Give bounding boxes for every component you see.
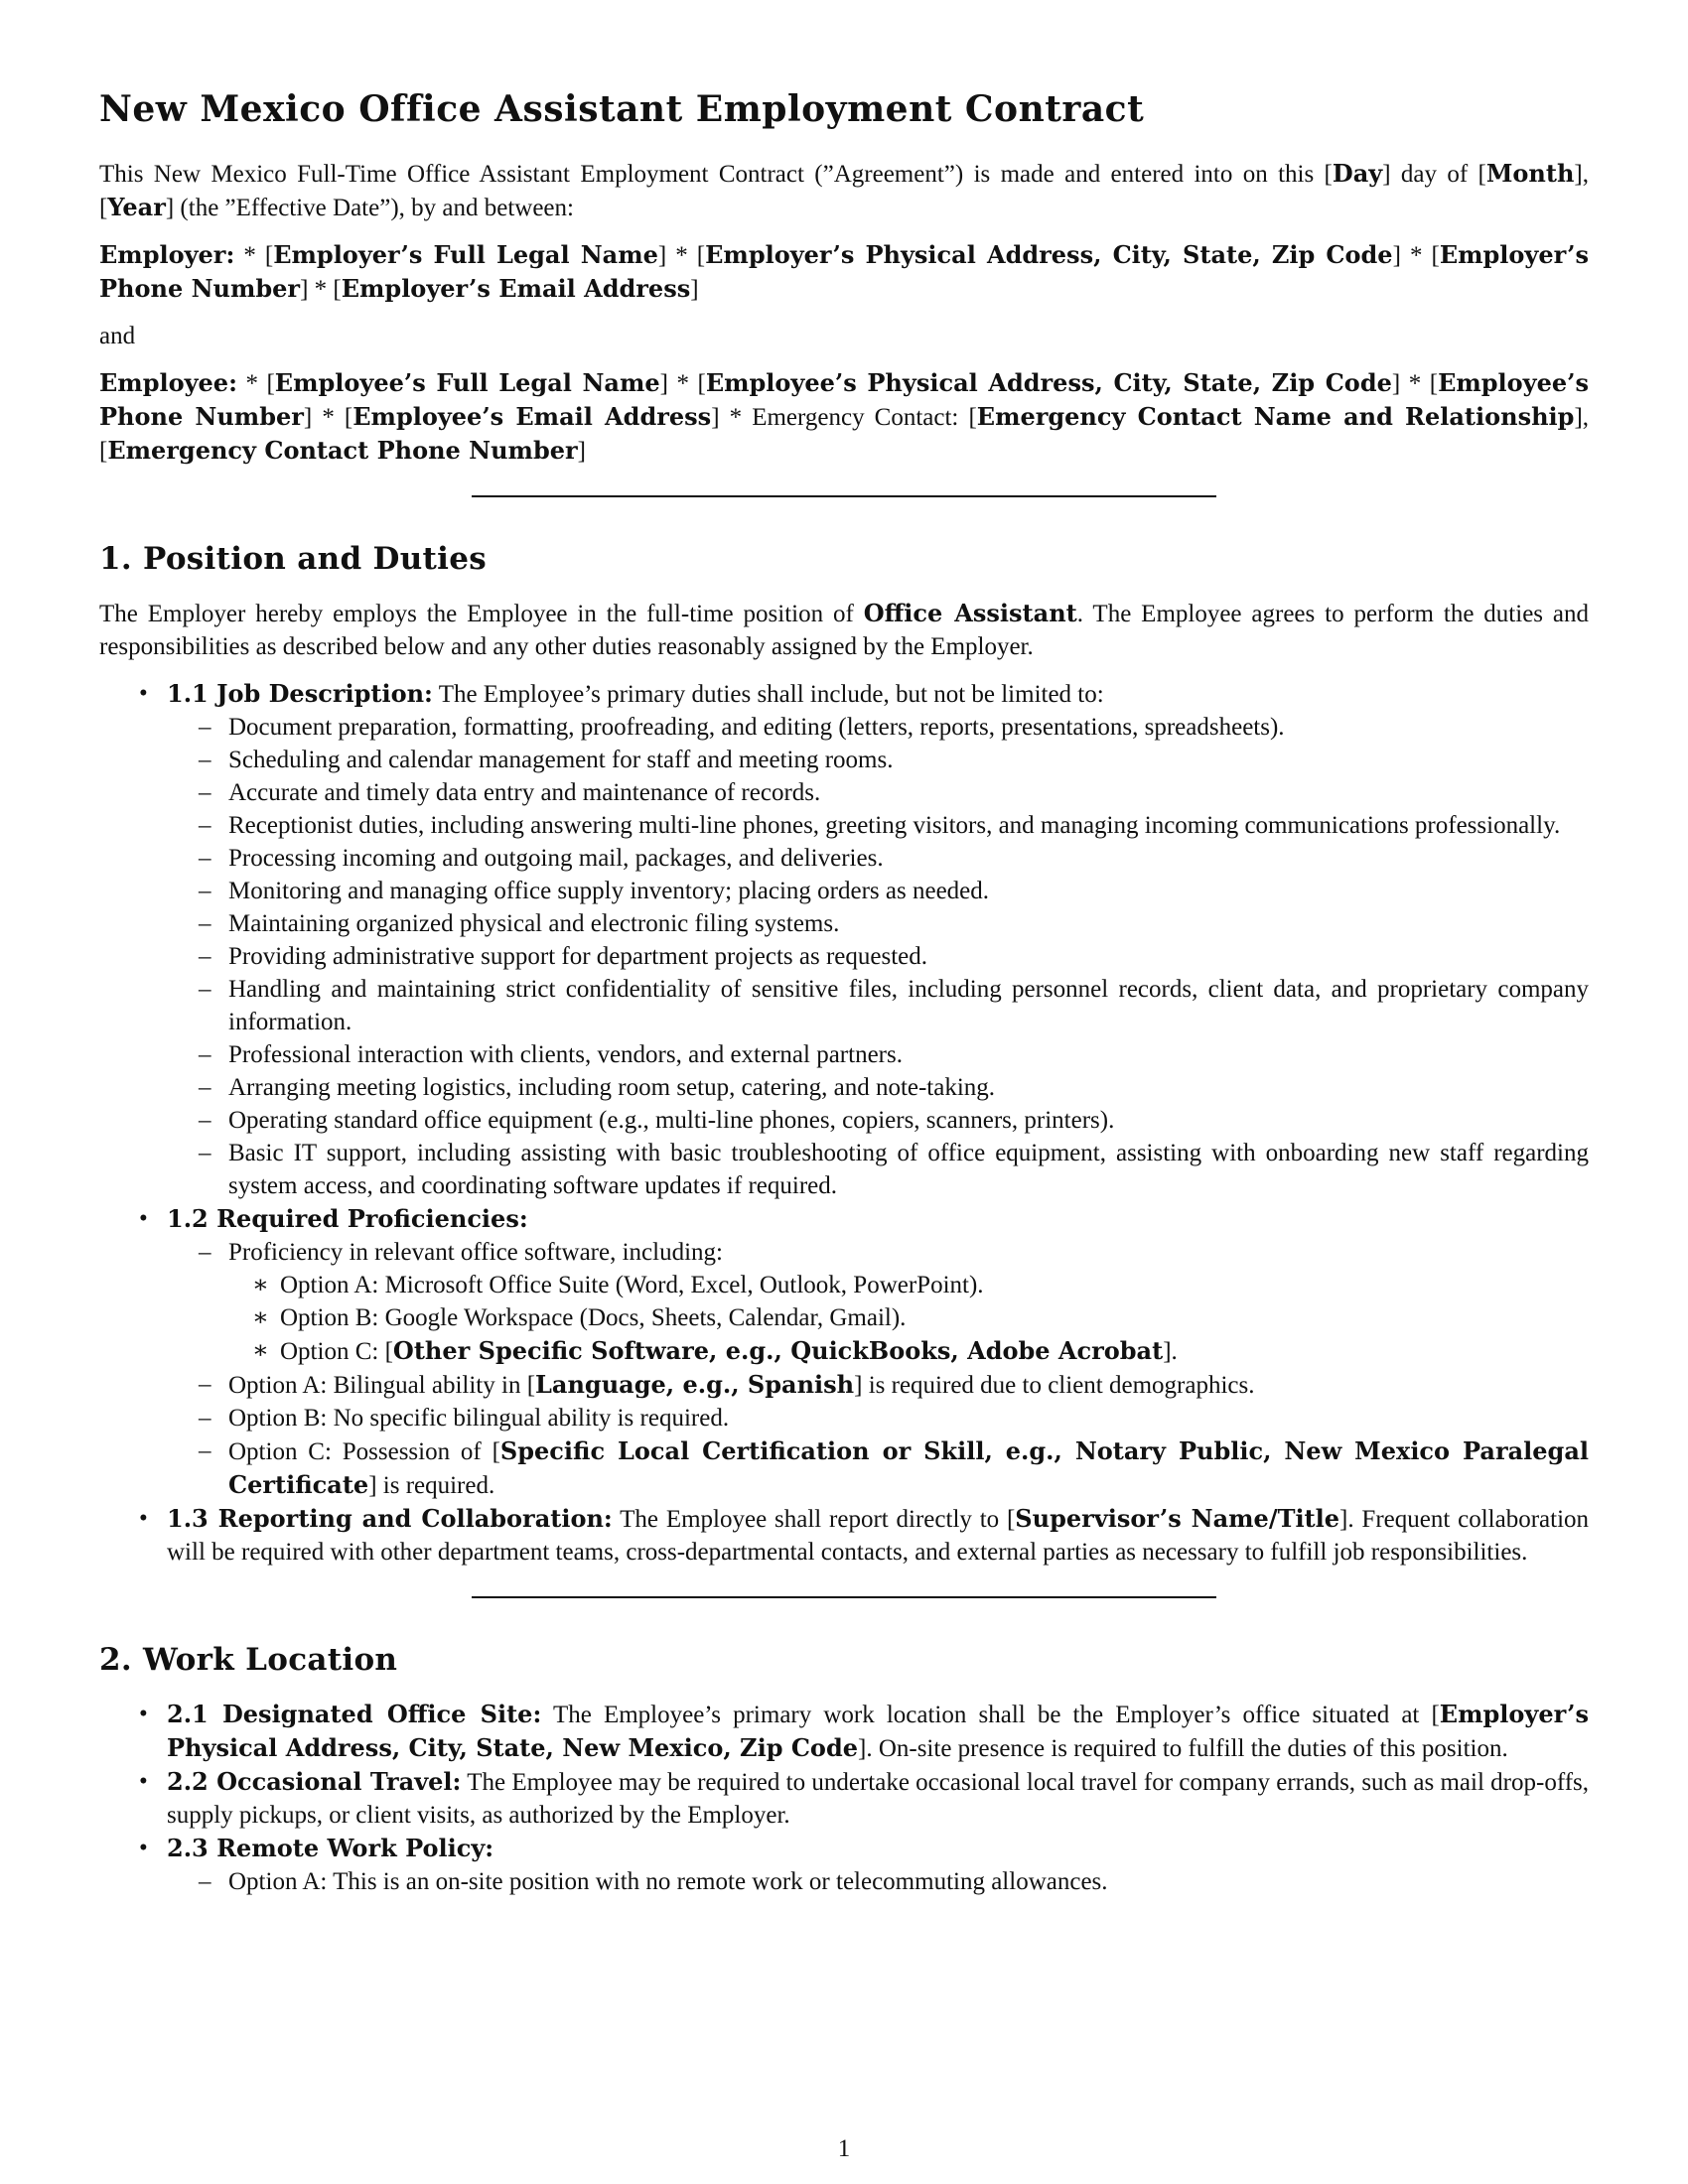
- employer-name-placeholder: Employer’s Full Legal Name: [273, 240, 658, 269]
- list-item: – Option C: Possession of [Specific Local Certification or Skill, e.g., Notary Public, New Mexico Paralegal Certificate] is required.: [228, 1434, 1589, 1502]
- employer-phone-placeholder: Employer’s Phone Number: [99, 240, 1590, 303]
- clause-occasional-travel: • 2.2 Occasional Travel: The Employee may be required to undertake occasional local travel for company errands, such as mail drop-offs, supply pickups, or client visits, as authorized by the Employer.: [167, 1765, 1589, 1832]
- position-title: Office Assistant: [863, 599, 1077, 627]
- list-item: – Providing administrative support for department projects as requested.: [228, 940, 1589, 973]
- supervisor-placeholder: Supervisor’s Name/Title: [1015, 1504, 1340, 1533]
- list-item: – Basic IT support, including assisting with basic troubleshooting of office equipment, assisting with onboarding new staff regarding system access, and coordinating software updates if required.: [228, 1137, 1589, 1202]
- position-clauses: [99, 677, 1589, 1569]
- document-title: New Mexico Office Assistant Employment Contract: [99, 88, 1145, 130]
- list-item: – Option A: Bilingual ability in [Language, e.g., Spanish] is required due to client demographics.: [228, 1368, 1589, 1402]
- list-item: – Proficiency in relevant office software, including: ∗ Option A: Microsoft Office Suite (Word, Excel, Outlook, PowerPoint). ∗ Option B: Google Workspace (Docs, Sheets, Calendar, Gmail). ∗ Option C: [Other Specific Software, e.g., QuickBooks, Adobe Acrobat].: [228, 1236, 1589, 1368]
- software-options-list: [228, 1269, 1589, 1368]
- employer-address-placeholder: Employer’s Physical Address, City, State, Zip Code: [705, 240, 1393, 269]
- position-intro: The Employer hereby employs the Employee in the full-time position of Office Assistant. The Employee agrees to perform the duties and responsibilities as described below and any other duties reasonably assigned by the Employer.: [99, 599, 1590, 660]
- employer-email-placeholder: Employer’s Email Address: [341, 274, 691, 303]
- section-heading-work-location: 2. Work Location: [99, 1642, 398, 1678]
- list-item: – Handling and maintaining strict confidentiality of sensitive files, including personnel records, client data, and proprietary company information.: [228, 973, 1589, 1038]
- list-item: ∗ Option A: Microsoft Office Suite (Word, Excel, Outlook, PowerPoint).: [280, 1269, 1589, 1301]
- proficiencies-list: [167, 1236, 1589, 1502]
- document-page: [99, 87, 1589, 1898]
- list-item: – Arranging meeting logistics, including room setup, catering, and note-taking.: [228, 1071, 1589, 1104]
- clause-job-description: • 1.1 Job Description: The Employee’s primary duties shall include, but not be limited to: – Document preparation, formatting, proofreading, and editing (letters, reports, presentations, spreadsheets). – Scheduling and calendar management for staff and meeting rooms. – Accurate and timely data entry and maintenance of records. – Receptionist duties, including answering multi-line phones, greeting visitors, and managing incoming communications professionally. – Processing incoming and outgoing mail, packages, and deliveries. – Monitoring and managing office supply inventory; placing orders as needed. – Maintaining organized physical and electronic filing systems. – Providing administrative support for department projects as requested. – Handling and maintaining strict confidentiality of sensitive files, including personnel records, client data, and proprietary company information. – Professional interaction with clients, vendors, and external partners. – Arranging meeting logistics, including room setup, catering, and note-taking. – Operating standard office equipment (e.g., multi-line phones, copiers, scanners, printers). – Basic IT support, including assisting with basic troubleshooting of office equipment, assisting with onboarding new staff regarding system access, and coordinating software updates if required.: [167, 677, 1589, 1202]
- list-item: – Scheduling and calendar management for staff and meeting rooms.: [228, 744, 1589, 776]
- list-item: – Operating standard office equipment (e.g., multi-line phones, copiers, scanners, printers).: [228, 1104, 1589, 1137]
- work-location-clauses: [99, 1698, 1589, 1898]
- employee-email-placeholder: Employee’s Email Address: [352, 402, 712, 431]
- list-item: – Accurate and timely data entry and maintenance of records.: [228, 776, 1589, 809]
- clause-label: 2.1 Designated Office Site:: [167, 1700, 542, 1728]
- list-item: ∗ Option B: Google Workspace (Docs, Sheets, Calendar, Gmail).: [280, 1301, 1589, 1334]
- clause-label: 2.3 Remote Work Policy:: [167, 1834, 494, 1862]
- clause-reporting: • 1.3 Reporting and Collaboration: The Employee shall report directly to [Supervisor’s Name/Title]. Frequent collaboration will be required with other department teams, cross-departmental contacts, and external parties as necessary to fulfill job responsibilities.: [167, 1502, 1589, 1569]
- and-text: and: [99, 323, 136, 349]
- duties-list: [167, 711, 1589, 1202]
- employee-phone-placeholder: Employee’s Phone Number: [99, 368, 1590, 431]
- list-item: – Monitoring and managing office supply inventory; placing orders as needed.: [228, 875, 1589, 907]
- clause-remote-work: [167, 1832, 1589, 1898]
- emergency-contact-phone-placeholder: Emergency Contact Phone Number: [107, 436, 578, 465]
- emergency-contact-name-placeholder: Emergency Contact Name and Relationship: [976, 402, 1575, 431]
- clause-label: 1.1 Job Description:: [167, 679, 433, 708]
- clause-label: 2.2 Occasional Travel:: [167, 1767, 462, 1796]
- month-placeholder: Month: [1485, 159, 1575, 188]
- list-item: – Receptionist duties, including answering multi-line phones, greeting visitors, and managing incoming communications professionally.: [228, 809, 1589, 842]
- clause-required-proficiencies: [167, 1202, 1589, 1502]
- year-placeholder: Year: [107, 193, 166, 221]
- list-item: – Maintaining organized physical and electronic filing systems.: [228, 907, 1589, 940]
- list-item: – Document preparation, formatting, proofreading, and editing (letters, reports, presentations, spreadsheets).: [228, 711, 1589, 744]
- list-item: – Processing incoming and outgoing mail, packages, and deliveries.: [228, 842, 1589, 875]
- section-divider: [472, 1596, 1216, 1598]
- employer-block: Employer: * [Employer’s Full Legal Name] * [Employer’s Physical Address, City, State, Zip Code] * [Employer’s Phone Number] * [Employer’s Email Address]: [99, 240, 1590, 303]
- employer-label: Employer:: [99, 240, 235, 269]
- list-item: – Option B: No specific bilingual ability is required.: [228, 1402, 1589, 1434]
- employee-address-placeholder: Employee’s Physical Address, City, State, Zip Code: [705, 368, 1392, 397]
- software-placeholder: Other Specific Software, e.g., QuickBooks, Adobe Acrobat: [392, 1336, 1164, 1365]
- section-heading-position: 1. Position and Duties: [99, 541, 488, 577]
- page-number: 1: [837, 2135, 851, 2162]
- clause-office-site: • 2.1 Designated Office Site: The Employee’s primary work location shall be the Employer’s office situated at [Employer’s Physical Address, City, State, New Mexico, Zip Code]. On-site presence is required to fulfill the duties of this position.: [167, 1698, 1589, 1765]
- clause-label: 1.3 Reporting and Collaboration:: [167, 1504, 613, 1533]
- list-item: – Professional interaction with clients, vendors, and external partners.: [228, 1038, 1589, 1071]
- language-placeholder: Language, e.g., Spanish: [535, 1370, 855, 1399]
- employee-block: Employee: * [Employee’s Full Legal Name] * [Employee’s Physical Address, City, State, Zip Code] * [Employee’s Phone Number] * [Employee’s Email Address] * Emergency Contact: [Emergency Contact Name and Relationship], [Emergency Contact Phone Number]: [99, 368, 1590, 465]
- office-address-placeholder: Employer’s Physical Address, City, State, New Mexico, Zip Code: [167, 1700, 1589, 1762]
- list-item: – Option A: This is an on-site position with no remote work or telecommuting allowances.: [228, 1865, 1589, 1898]
- certification-placeholder: Specific Local Certification or Skill, e.g., Notary Public, New Mexico Paralegal Certificate: [228, 1436, 1589, 1499]
- section-divider: [472, 495, 1216, 497]
- list-item: ∗ Option C: [Other Specific Software, e.g., QuickBooks, Adobe Acrobat].: [280, 1334, 1589, 1368]
- day-placeholder: Day: [1332, 159, 1383, 188]
- intro-paragraph: This New Mexico Full-Time Office Assistant Employment Contract (”Agreement”) is made and entered into on this [Day] day of [Month], [Year] (the ”Effective Date”), by and between:: [99, 159, 1589, 221]
- remote-options-list: [167, 1865, 1589, 1898]
- employee-label: Employee:: [99, 368, 237, 397]
- employee-name-placeholder: Employee’s Full Legal Name: [274, 368, 660, 397]
- clause-label: 1.2 Required Proficiencies:: [167, 1204, 528, 1233]
